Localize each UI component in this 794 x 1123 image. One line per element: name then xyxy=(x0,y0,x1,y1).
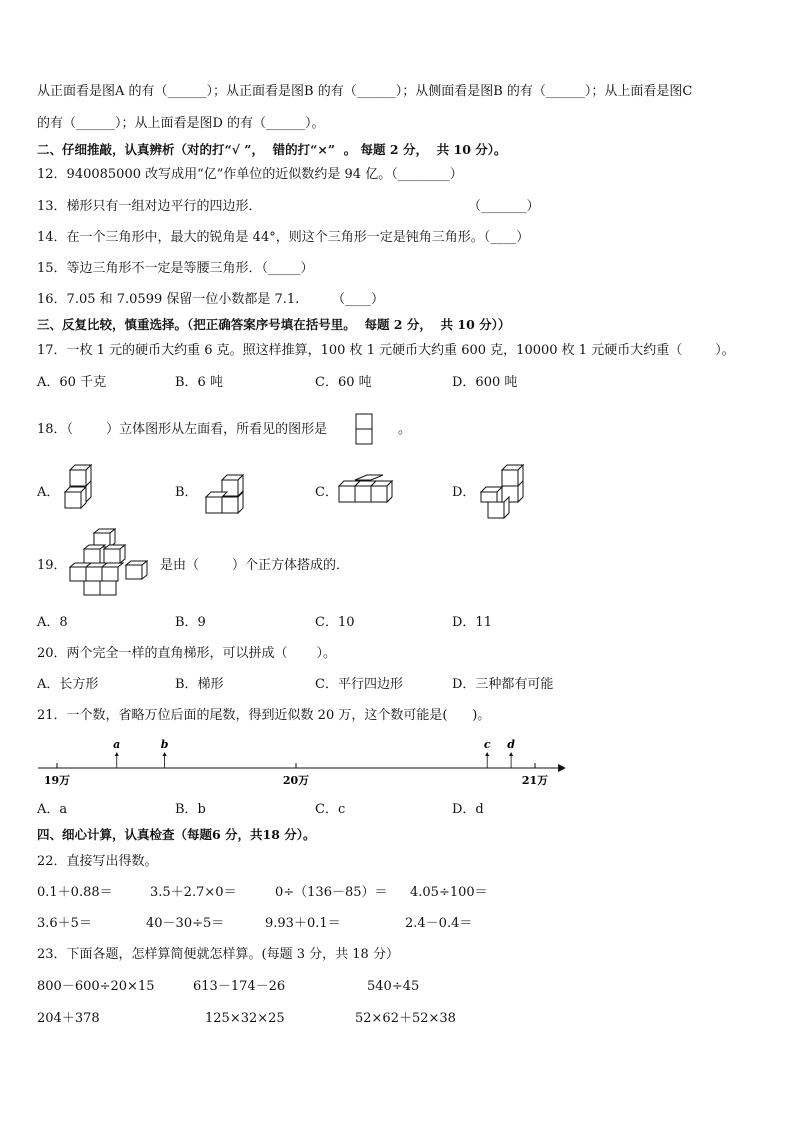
calc-item: 800－600÷20×15 xyxy=(37,979,155,994)
option-d: D．d xyxy=(452,802,484,817)
option-b: B．b xyxy=(175,802,206,817)
number-line xyxy=(30,733,570,791)
option-c: C．60 吨 xyxy=(315,375,372,390)
option-d: D．三种都有可能 xyxy=(452,677,554,692)
calc-item: 4.05÷100＝ xyxy=(410,885,488,900)
cube-figure-c xyxy=(337,472,399,506)
cube-figure-b xyxy=(203,472,249,516)
question-14: 14．在一个三角形中，最大的锐角是 44°，则这个三角形一定是钝角三角形。（____） xyxy=(37,230,530,245)
calc-item: 125×32×25 xyxy=(205,1011,285,1026)
calc-item: 2.4－0.4＝ xyxy=(405,916,473,931)
answer-blank: （____） xyxy=(332,292,385,307)
answer-blank: （_______） xyxy=(468,199,540,214)
option-b: B．6 吨 xyxy=(175,375,223,390)
number-line-point-label: a xyxy=(113,738,121,751)
calc-item: 204＋378 xyxy=(37,1011,100,1026)
option-d: D．600 吨 xyxy=(452,375,518,390)
option-a: A．a xyxy=(37,802,68,817)
cube-figure-d xyxy=(478,462,528,520)
calc-item: 3.6＋5＝ xyxy=(37,916,92,931)
option-d: D．11 xyxy=(452,615,492,630)
number-line-point-label: d xyxy=(507,738,515,751)
option-a: A．8 xyxy=(37,615,68,630)
question-17: 17．一枚 1 元的硬币大约重 6 克。照这样推算，100 枚 1 元硬币大约重 600 克，10000 枚 1 元硬币大约重（ ）。 xyxy=(37,343,735,358)
question-13: 13．梯形只有一组对边平行的四边形． xyxy=(37,199,262,214)
calc-item: 0.1＋0.88＝ xyxy=(37,885,113,900)
number-line-tick-label: 20万 xyxy=(282,774,310,787)
calc-item: 613－174－26 xyxy=(193,979,286,994)
cube-stack-figure xyxy=(66,527,152,597)
question-18-end: 。 xyxy=(398,422,412,437)
number-line-tick-label: 21万 xyxy=(521,774,549,787)
question-21: 21．一个数，省略万位后面的尾数，得到近似数 20 万，这个数可能是( )。 xyxy=(37,708,491,723)
question-text-line: 的有（______）；从上面看是图D 的有（______）。 xyxy=(37,116,325,131)
question-23: 23．下面各题，怎样算简便就怎样算。(每题 3 分，共 18 分） xyxy=(37,947,399,962)
calc-item: 3.5＋2.7×0＝ xyxy=(150,885,237,900)
option-d: D． xyxy=(452,485,476,500)
calc-item: 52×62＋52×38 xyxy=(355,1011,456,1026)
question-20: 20．两个完全一样的直角梯形，可以拼成（ ）。 xyxy=(37,646,336,661)
arrow-head-icon xyxy=(558,764,566,772)
option-c: C． xyxy=(315,485,338,500)
option-a: A． xyxy=(37,485,60,500)
option-b: B．梯形 xyxy=(175,677,224,692)
question-19-text: 是由（ ）个正方体搭成的． xyxy=(160,558,350,573)
question-18: 18．（ ）立体图形从左面看，所看见的图形是 xyxy=(37,422,328,437)
arrow-up-icon xyxy=(115,752,119,756)
left-view-figure xyxy=(355,413,373,445)
section-heading: 三、反复比较，慎重选择。（把正确答案序号填在括号里。 每题 2 分， 共 10 分）） xyxy=(37,317,511,332)
question-22: 22．直接写出得数。 xyxy=(37,854,158,869)
section-heading: 二、仔细推敲，认真辨析（对的打“√ ”， 错的打“×” 。 每题 2 分， 共 10 分）。 xyxy=(37,142,507,157)
question-16: 16．7.05 和 7.0599 保留一位小数都是 7.1. xyxy=(37,292,300,307)
option-a: A．长方形 xyxy=(37,677,99,692)
option-c: C．10 xyxy=(315,615,355,630)
section-heading: 四、细心计算，认真检查（每题6 分，共18 分）。 xyxy=(37,827,316,842)
calc-item: 0÷（136－85）＝ xyxy=(275,885,388,900)
calc-item: 40－30÷5＝ xyxy=(146,916,225,931)
option-c: C．c xyxy=(315,802,346,817)
number-line-point-label: b xyxy=(160,738,169,751)
question-12: 12．940085000 改写成用“亿”作单位的近似数约是 94 亿。（________） xyxy=(37,167,463,182)
question-15: 15．等边三角形不一定是等腰三角形．（_____） xyxy=(37,261,314,276)
arrow-up-icon xyxy=(509,752,513,756)
option-b: B．9 xyxy=(175,615,206,630)
arrow-up-icon xyxy=(485,752,489,756)
number-line-point-label: c xyxy=(483,738,491,751)
calc-item: 9.93＋0.1＝ xyxy=(265,916,341,931)
option-a: A．60 千克 xyxy=(37,375,107,390)
question-text-line: 从正面看是图A 的有（______）；从正面看是图B 的有（______）；从侧面看是图B 的有（______）；从上面看是图C xyxy=(37,84,693,99)
question-19: 19． xyxy=(37,558,67,573)
option-c: C．平行四边形 xyxy=(315,677,403,692)
option-b: B． xyxy=(175,485,198,500)
arrow-up-icon xyxy=(163,752,167,756)
calc-item: 540÷45 xyxy=(367,979,420,994)
number-line-tick-label: 19万 xyxy=(43,774,71,787)
cube-figure-a xyxy=(62,462,98,516)
